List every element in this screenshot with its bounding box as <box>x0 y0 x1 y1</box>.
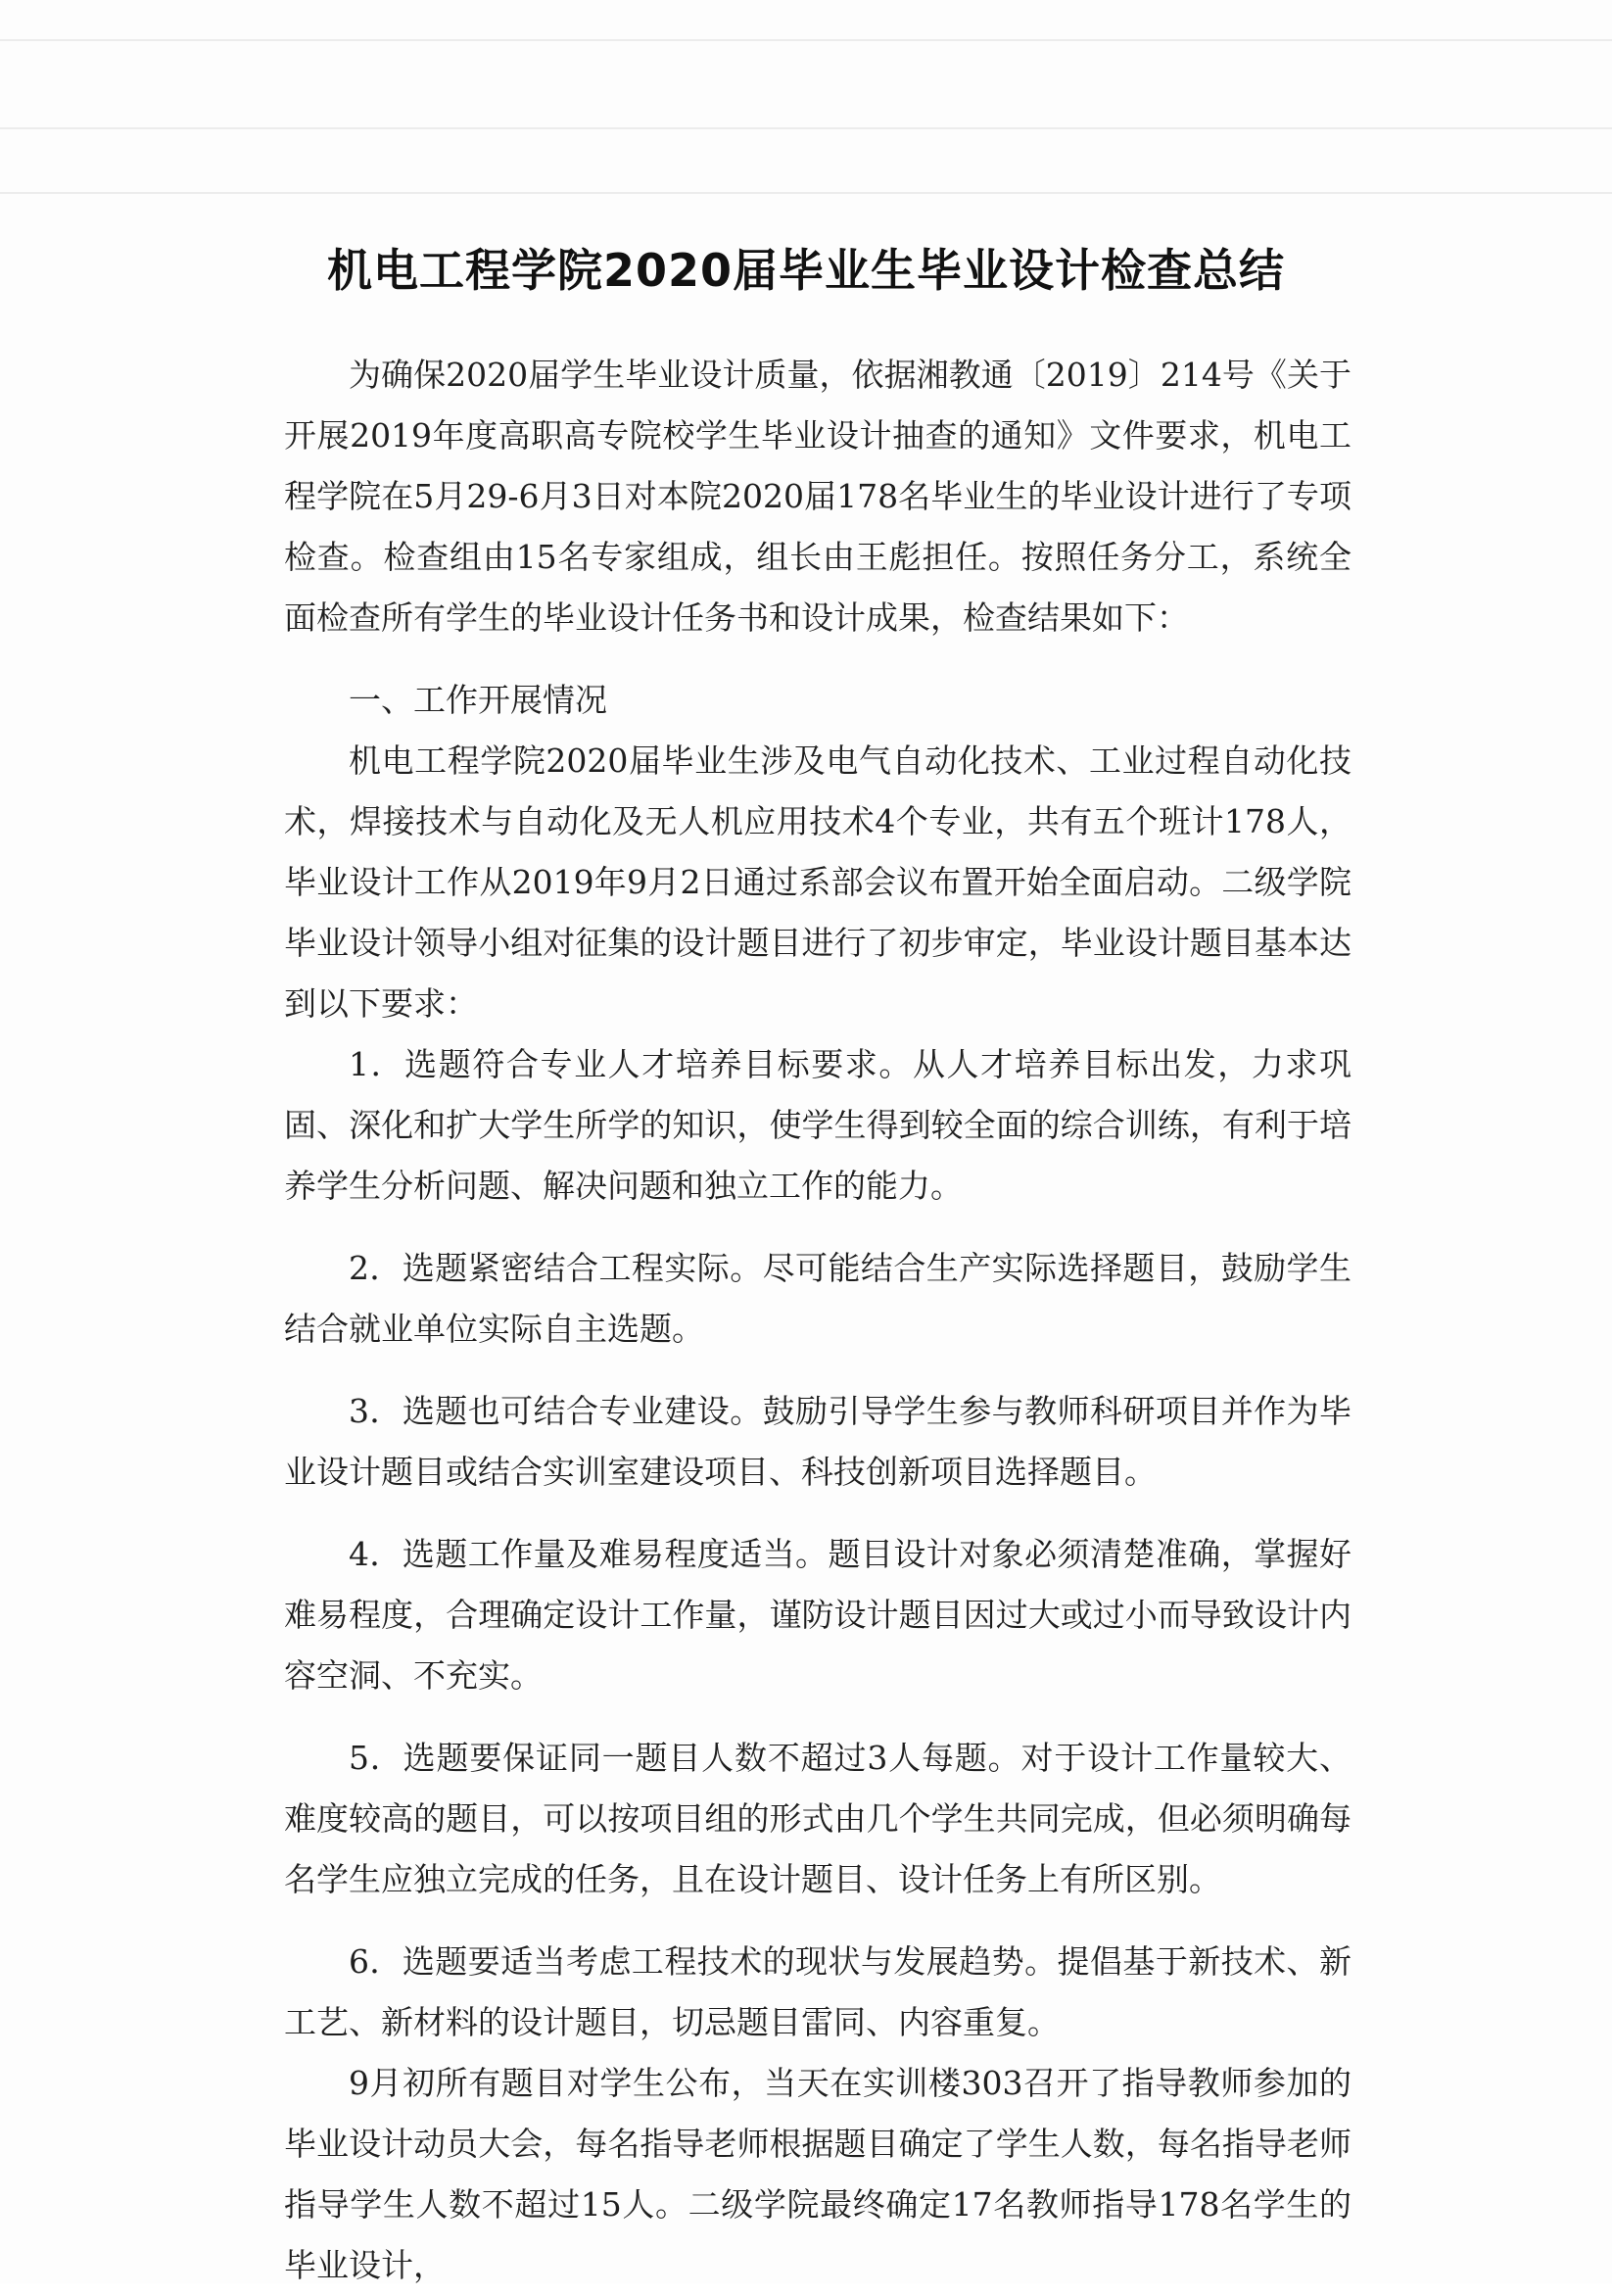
closing-paragraph: 9月初所有题目对学生公布，当天在实训楼303召开了指导教师参加的毕业设计动员大会，每名指导老师根据题目确定了学生人数，每名指导老师指导学生人数不超过15人。二级学院最终确定17名教师指导178名学生的毕业设计， <box>284 2064 1351 2284</box>
scan-artifact-line <box>0 192 1612 194</box>
section-paragraph: 机电工程学院2020届毕业生涉及电气自动化技术、工业过程自动化技术，焊接技术与自动化及无人机应用技术4个专业，共有五个班计178人，毕业设计工作从2019年9月2日通过系部会议布置开始全面启动。二级学院毕业设计领导小组对征集的设计题目进行了初步审定，毕业设计题目基本达到以下要求： <box>284 741 1351 1023</box>
document-body <box>284 345 1351 2296</box>
section-heading: 一、工作开展情况 <box>349 681 607 719</box>
requirement-item-6: 6．选题要适当考虑工程技术的现状与发展趋势。提倡基于新技术、新工艺、新材料的设计题目，切忌题目雷同、内容重复。 <box>284 1942 1351 2041</box>
requirement-item-5: 5．选题要保证同一题目人数不超过3人每题。对于设计工作量较大、难度较高的题目，可以按项目组的形式由几个学生共同完成，但必须明确每名学生应独立完成的任务，且在设计题目、设计任务上有所区别。 <box>284 1739 1351 1898</box>
scan-artifact-line <box>0 39 1612 41</box>
requirement-item-2: 2．选题紧密结合工程实际。尽可能结合生产实际选择题目，鼓励学生结合就业单位实际自主选题。 <box>284 1249 1351 1348</box>
intro-paragraph: 为确保2020届学生毕业设计质量，依据湘教通〔2019〕214号《关于开展2019年度高职高专院校学生毕业设计抽查的通知》文件要求，机电工程学院在5月29-6月3日对本院2020届178名毕业生的毕业设计进行了专项检查。检查组由15名专家组成，组长由王彪担任。按照任务分工，系统全面检查所有学生的毕业设计任务书和设计成果，检查结果如下： <box>284 356 1351 637</box>
requirement-item-4: 4．选题工作量及难易程度适当。题目设计对象必须清楚准确，掌握好难易程度，合理确定设计工作量，谨防设计题目因过大或过小而导致设计内容空洞、不充实。 <box>284 1535 1351 1695</box>
requirement-item-3: 3．选题也可结合专业建设。鼓励引导学生参与教师科研项目并作为毕业设计题目或结合实训室建设项目、科技创新项目选择题目。 <box>284 1392 1351 1491</box>
scan-artifact-line <box>0 127 1612 129</box>
requirement-item-1: 1．选题符合专业人才培养目标要求。从人才培养目标出发，力求巩固、深化和扩大学生所学的知识，使学生得到较全面的综合训练，有利于培养学生分析问题、解决问题和独立工作的能力。 <box>284 1045 1351 1205</box>
document-title: 机电工程学院2020届毕业生毕业设计检查总结 <box>326 244 1286 297</box>
